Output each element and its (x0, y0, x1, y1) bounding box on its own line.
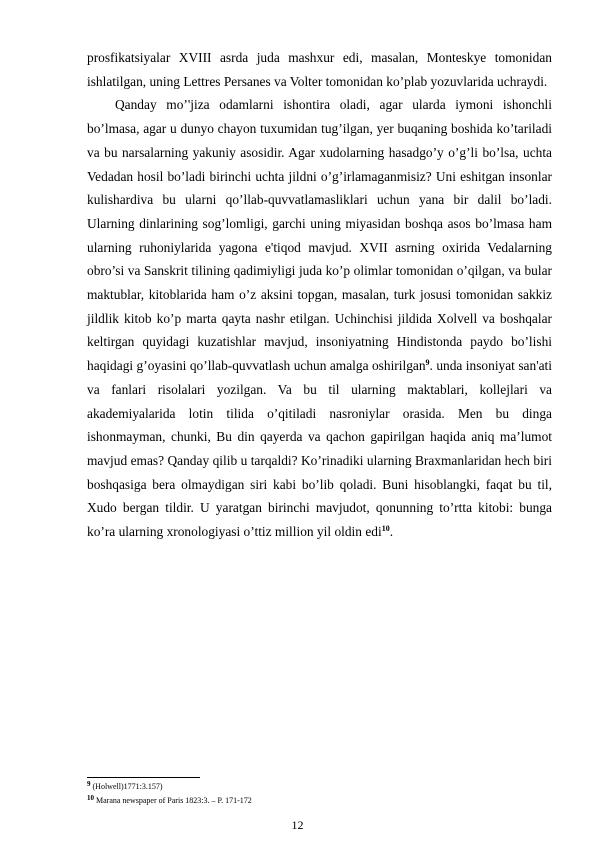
footnote-text: Marana newspaper of Paris 1823:3. – P. 171-172 (94, 796, 252, 805)
footnote-divider (87, 777, 200, 778)
footnote-marker: 10 (87, 794, 94, 802)
paragraph-2-part-a: Qanday mo’'jiza odamlarni ishontira oladi, agar ularda iymoni ishonchli bo’lmasa, agar u dunyo chayon tuxumidan tug’ilgan, yer buqaning boshida ko’tariladi va bu narsalarning yakuniy asosidir. Agar xudolarning hasadgo’y o’g’li bo’lsa, uchta Vedadan hosil bo’ladi birinchi uchta jildni o’g’irlamaganmisiz? Uni eshitgan insonlar kulishardiva bu ularni qo’llab-quvvatlamasliklari uchun yana bir dalil bo’ladi. Ularning dinlarining sog’lomligi, garchi uning miyasidan boshqa asos bo’lmasa ham ularning ruhoniylarida yagona e'tiqod mavjud. XVII asrning oxirida Vedalarning obro’si va Sanskrit tilining qadimiyligi juda ko’p olimlar tomonidan o’qilgan, va bular maktublar, kitoblarida ham o’z aksini topgan, masalan, turk josusi tomonidan sakkiz jildlik kitob ko’p marta qayta nashr etilgan. Uchinchisi jildida Xolvell va boshqalar keltirgan quyidagi kuzatishlar mavjud, insoniyatning Hindistonda paydo bo’lishi haqidagi g’oyasini qo’llab-quvvatlash uchun amalga oshirilgan (87, 97, 552, 374)
footnote-ref-9[interactable]: 9 (425, 358, 430, 368)
footnote-marker: 9 (87, 780, 91, 788)
footnote-10 (87, 794, 552, 808)
footnote-text: (Holwell)1771:3.157) (90, 782, 163, 791)
paragraph-2-part-b: . unda insoniyat san'ati va fanlari risolalari yozilgan. Va bu til ularning maktablari, kollejlari va akademiyalarida lotin tilida o’qitiladi nasroniylar orasida. Men bu dinga ishonmayman, chunki, Bu din qayerda va qachon gapirilgan haqida aniq ma’lumot mavjud emas? Qanday qilib u tarqaldi? Ko’rinadiki ularning Braxmanlaridan hech biri boshqasiga bera olmaydigan siri kabi bo’lib qoladi. Buni hisoblangki, faqat bu til, Xudo bergan tildir. U yaratgan birinchi mavjudot, qonunning to’rtta kitobi: bunga ko’ra ularning xronologiyasi o’ttiz million yil oldin edi (87, 358, 552, 540)
paragraph-1: prosfikatsiyalar XVIII asrda juda mashxur edi, masalan, Monteskye tomonidan ishlatilgan, uning Lettres Persanes va Volter tomonidan ko’plab yozuvlarida uchraydi. (87, 50, 552, 89)
footnote-ref-10[interactable]: 10 (381, 524, 390, 534)
footnote-9 (87, 780, 552, 794)
page-number: 12 (291, 818, 304, 832)
footnotes (87, 780, 552, 808)
body-text (87, 46, 552, 544)
paragraph-2-end: . (389, 524, 394, 540)
paragraph-2 (87, 93, 552, 543)
